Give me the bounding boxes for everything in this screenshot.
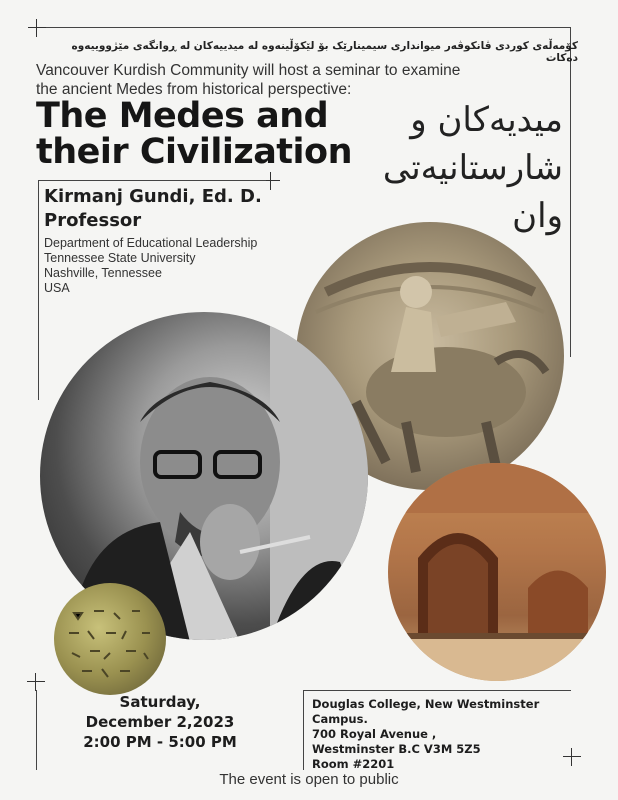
kurdish-title-line-2: شارستانیەتی <box>382 148 563 188</box>
kurdish-title <box>363 96 563 240</box>
frame-line-left-bottom <box>36 690 37 770</box>
speaker-affiliation <box>44 236 314 296</box>
intro-text: Vancouver Kurdish Community will host a seminar to examine the ancient Medes from historical perspective: <box>36 62 461 98</box>
frame-line-venue-left <box>303 690 304 770</box>
title-line-1: The Medes and <box>36 96 329 136</box>
event-date: December 2,2023 <box>85 713 235 731</box>
title-line-2: their Civilization <box>36 132 352 172</box>
affiliation-department: Department of Educational Leadership <box>44 236 258 250</box>
venue-line-1: Douglas College, New Westminster Campus. <box>312 697 540 726</box>
speaker-block <box>44 185 304 233</box>
cuneiform-tablet-image <box>54 583 166 695</box>
frame-line-left-speaker <box>38 180 39 400</box>
venue-line-2: 700 Royal Avenue , <box>312 727 437 741</box>
frame-line-venue-top <box>303 690 571 691</box>
kurdish-title-line-3: وان <box>512 196 563 236</box>
kurdish-header-text: کۆمەڵەی کوردی ڤانکوڤەر میوانداری سیمینارێک بۆ لێکۆڵینەوە لە میدییەکان لە ڕوانگەی مێژووییەوە دەکات <box>71 40 578 64</box>
affiliation-university: Tennessee State University <box>44 251 196 265</box>
event-time: 2:00 PM - 5:00 PM <box>83 733 237 751</box>
corner-cross-bottom-left <box>27 673 45 691</box>
event-venue <box>312 697 572 772</box>
event-title <box>36 98 396 170</box>
rock-arches-photo <box>388 463 606 681</box>
event-day: Saturday, <box>119 693 201 711</box>
affiliation-city: Nashville, Tennessee <box>44 266 162 280</box>
kurdish-title-line-1: میدیەکان و <box>410 100 563 140</box>
speaker-name: Kirmanj Gundi, Ed. D. <box>44 186 262 207</box>
frame-line-top <box>46 27 570 28</box>
venue-line-4: Room #2201 <box>312 757 395 771</box>
frame-line-right-top <box>570 27 571 357</box>
affiliation-country: USA <box>44 281 70 295</box>
speaker-title: Professor <box>44 210 142 231</box>
frame-line-speaker-top <box>38 180 266 181</box>
corner-cross-top-left <box>28 19 46 37</box>
footer-text: The event is open to public <box>219 771 399 788</box>
venue-line-3: Westminster B.C V3M 5Z5 <box>312 742 481 756</box>
event-datetime <box>40 692 280 752</box>
